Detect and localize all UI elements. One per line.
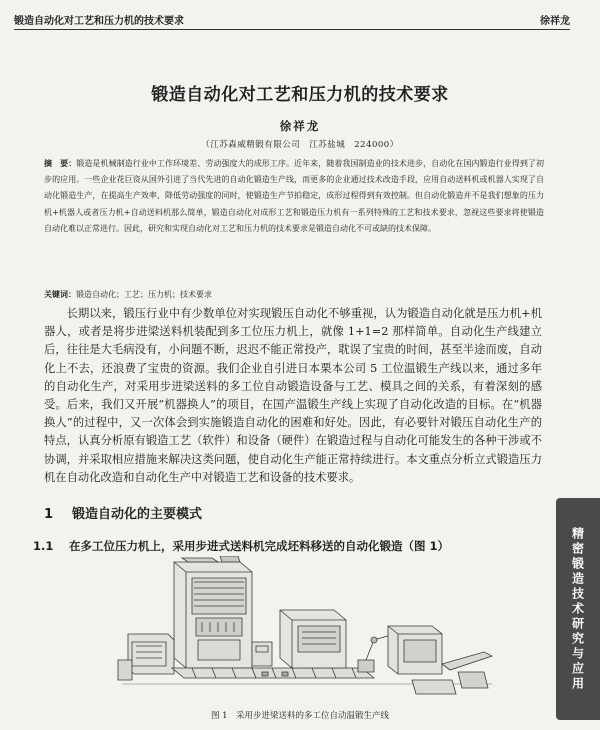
subsection-title: 在多工位压力机上，采用步进式送料机完成坯料移送的自动化锻造（图 1）: [69, 539, 450, 553]
running-header: [14, 9, 570, 30]
subsection-heading-1-1: [33, 538, 449, 554]
keywords: [44, 286, 544, 303]
paper-title: 锻造自动化对工艺和压力机的技术要求: [151, 85, 449, 105]
abstract: [44, 156, 544, 237]
side-tab-label: 精密锻造技术研究与应用: [570, 526, 585, 692]
forging-line-illustration: [112, 556, 504, 702]
body-paragraph: 长期以来，锻压行业中有少数单位对实现锻压自动化不够重视，认为锻造自动化就是压力机+机器人，或者是将步进梁送料机装配到多工位压力机上，就像 1+1=2 那样简单。自动化生产线建立后，往往是大毛病没有，小问题不断，迟迟不能正常投产，耽误了宝贵的时间，甚至半途而废，自动化上不去，还浪费了宝贵的资源。我们企业自引进日本栗本公司 5 工位温锻生产线以来，通过多年的自动化生产，对采用步进梁送料的多工位自动锻造设备与工艺、模具之间的关系，有着深刻的感受。后来，我们又开展“机器换人”的项目，在国产温锻生产线上实现了自动化改造的目标。在“机器换人”的过程中，又一次体会到实施锻造自动化的困难和好处。因此，有必要针对锻压自动化生产的特点，认真分析原有锻造工艺（软件）和设备（硬件）在锻造过程与自动化可能发生的各种干涉或不协调，并采取相应措施来解决这类问题，使自动化生产能正常持续进行。本文重点分析立式锻造压力机在自动化改造和自动化生产中对锻造工艺和设备的技术要求。: [44, 307, 542, 484]
running-header-title: 锻造自动化对工艺和压力机的技术要求: [14, 15, 184, 27]
section-side-tab: [556, 498, 600, 720]
keywords-label: 关键词：: [44, 289, 76, 299]
section-number: 1: [44, 507, 54, 522]
abstract-text: 锻造是机械制造行业中工作环境差、劳动强度大的成形工序。近年来，随着我国制造业的技术进步，自动化在国内锻造行业得到了初步的应用。一些企业花巨资从国外引进了当代先进的自动化锻造生产线，而更多的企业通过技术改造手段，应用自动送料机或机器人实现了自动化锻造生产，在提高生产效率、降低劳动强度的同时，使锻造生产节拍稳定，成形过程得到有效控制。但自动化锻造并不是我们想象的压力机+机器人或者压力机+自动送料机那么简单，锻造自动化对成形工艺和锻造压力机有一系列特殊的工艺和技术要求，忽视这些要求将使锻造自动化难以正常进行。因此，研究和实现自动化对工艺和压力机的技术要求是锻造自动化不可或缺的技术保障。: [44, 159, 544, 233]
abstract-label: 摘 要：: [44, 159, 77, 168]
running-header-author: 徐祥龙: [540, 15, 570, 27]
subsection-number: 1.1: [33, 539, 54, 553]
figure-caption: 图 1 采用步进梁送料的多工位自动温锻生产线: [210, 711, 390, 721]
section-title: 锻造自动化的主要模式: [72, 507, 203, 522]
paper-affiliation: （江苏森威精锻有限公司 江苏盐城 224000）: [201, 140, 399, 150]
section-heading-1: [44, 503, 202, 522]
paper-author: 徐祥龙: [279, 119, 321, 133]
keywords-text: 锻造自动化；工艺；压力机；技术要求: [76, 290, 212, 299]
